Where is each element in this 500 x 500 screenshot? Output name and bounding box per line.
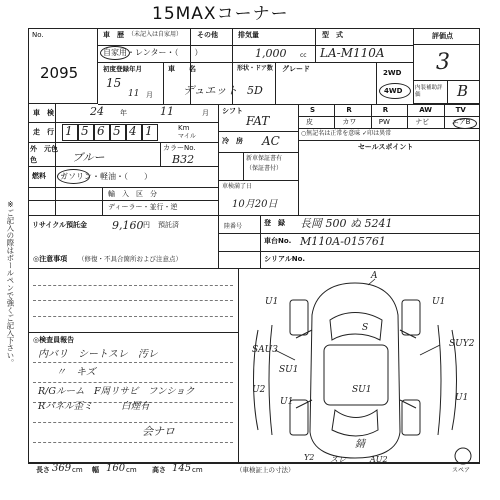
inspection-year: 24	[90, 105, 104, 118]
grade-label: グレード	[282, 65, 310, 73]
displacement-unit: cc	[300, 52, 307, 59]
mileage-label: 走 行	[33, 128, 54, 136]
recycle-value: 9,160	[112, 219, 144, 232]
shape-value: 5D	[247, 84, 263, 97]
damage-mark-u1-door: U1	[280, 397, 294, 407]
notes-label: ◎注意事項	[33, 255, 68, 263]
drive-selected-circle	[379, 83, 411, 99]
serial-label: シリアルNo.	[264, 255, 306, 263]
report-line-4: Rパネル歪ミ 白煙有	[38, 401, 150, 412]
dim-height: 145	[172, 463, 192, 474]
lot-number: 2095	[40, 64, 79, 82]
damage-mark-scratch: スレ	[330, 455, 346, 464]
equipment-item: エアB	[451, 118, 471, 126]
warranty-label: 新車保証書有	[246, 155, 283, 162]
damage-mark-rust: 錆	[355, 439, 365, 450]
registration-number: 長岡 500 ぬ 5241	[300, 217, 393, 230]
dim-width: 160	[106, 463, 126, 474]
inspection-month: 11	[160, 105, 174, 118]
equipment-item: カワ	[342, 118, 357, 126]
equipment-code: S	[310, 106, 316, 114]
history-note: （未記入は自家用）	[128, 31, 183, 38]
shape-label: 形状・ドア数	[237, 65, 273, 72]
inspection-label: 車 検	[33, 109, 54, 117]
recycle-unit: 円	[143, 221, 150, 229]
equipment-col-divider	[334, 104, 335, 128]
report-line-3: R/Gルーム F周リサビ フンショク	[38, 386, 195, 397]
drive-2wd: 2WD	[383, 69, 402, 77]
aircon-value: AC	[262, 134, 280, 148]
grade-score: 3	[436, 50, 450, 75]
registration-label: 登 録	[264, 219, 285, 227]
equipment-code: AW	[419, 106, 433, 114]
damage-mark-y2: Y2	[304, 453, 315, 462]
report-signature: 会ナロ	[142, 425, 175, 438]
dim-height-unit: cm	[192, 466, 203, 474]
report-label: ◎検査員報告	[33, 336, 75, 344]
displacement-value: 1,000	[255, 47, 287, 60]
car-name-label: 車 名	[168, 65, 196, 73]
equipment-col-divider	[407, 104, 408, 128]
fuel-options: ガソリン・軽油・（ ）	[60, 172, 152, 181]
dim-length: 369	[52, 463, 72, 474]
history-selected-circle	[100, 46, 130, 60]
vin-label: 車台No.	[264, 237, 292, 245]
equipment-item: ナビ	[415, 118, 430, 126]
damage-mark-u2: U2	[252, 385, 266, 395]
inspection-month-unit: 月	[202, 109, 209, 117]
model-value: LA-M110A	[320, 46, 385, 60]
mileage-digit: 5	[113, 124, 121, 138]
color-code-label: カラーNo.	[163, 144, 196, 152]
mileage-digit: 4	[129, 124, 137, 138]
report-line-1: 内バリ シートスレ 汚レ	[38, 349, 158, 360]
expiry-label: 車検満了日	[222, 183, 253, 190]
damage-mark-sau3: SAU3	[252, 345, 278, 355]
side-note: ※ご記入の際はボールペンで強くご記入下さい。	[5, 200, 15, 367]
import-values: ディーラー・並行・逆	[108, 203, 178, 211]
first-reg-month-unit: 月	[146, 91, 153, 99]
recycle-label: リサイクル預託金	[32, 221, 88, 229]
aircon-label: 冷 房	[222, 137, 243, 145]
damage-mark-au2: AU2	[370, 455, 388, 464]
model-label: 型 式	[322, 31, 343, 39]
equipment-item: PW	[378, 118, 390, 126]
damage-mark-u1-right: U1	[432, 297, 446, 307]
mileage-digit: 1	[145, 124, 153, 138]
equipment-col-divider	[444, 104, 445, 128]
spare-label: スペア	[452, 467, 471, 474]
history-options: 自家用・レンター・（ ）	[103, 48, 203, 57]
history-label: 車 歴	[103, 31, 124, 39]
sales-point-label: セールスポイント	[358, 143, 414, 151]
mileage-digit: 5	[81, 124, 89, 138]
dim-length-label: 長さ	[36, 466, 50, 474]
inspection-year-unit: 年	[120, 109, 127, 117]
car-name-value: デュエット	[183, 84, 238, 97]
equipment-code: R	[346, 106, 352, 114]
import-label: 輸 入 区 分	[108, 190, 157, 198]
dim-note: （車検証上の寸法）	[236, 466, 295, 474]
interior-grade: B	[457, 82, 469, 100]
equipment-note: ○無記名は正常を意味 ✓印は異常	[301, 130, 392, 137]
recycle-status: 預託済	[158, 221, 179, 229]
dim-length-unit: cm	[72, 466, 83, 474]
sheet-title: 15MAXコーナー	[152, 4, 289, 24]
mileage-digit: 1	[65, 124, 73, 138]
first-reg-year: 15	[106, 76, 122, 90]
displacement-label: 排気量	[238, 31, 259, 39]
mileage-digit: 6	[97, 124, 105, 138]
interior-grade-label: 内装補助評価	[415, 85, 443, 98]
vin-value: M110A-015761	[300, 235, 386, 248]
airbag-circle	[453, 118, 477, 129]
warranty-sub: （保証書付）	[246, 165, 283, 172]
damage-mark-a: A	[371, 271, 378, 281]
equipment-item: 皮	[306, 118, 313, 126]
damage-mark-su1-left: SU1	[279, 365, 299, 375]
history-other-label: その他	[197, 31, 218, 39]
first-reg-month: 11	[128, 89, 140, 99]
dim-width-unit: cm	[126, 466, 137, 474]
lot-label: No.	[32, 31, 44, 39]
shift-value: FAT	[246, 114, 270, 128]
equipment-col-divider	[371, 104, 372, 128]
expiry-date: 10月20日	[232, 199, 278, 210]
color-value: ブルー	[72, 151, 105, 164]
color-code: B32	[172, 153, 195, 166]
damage-mark-suy2: SUY2	[449, 339, 475, 349]
mileage-unit-alt: マイル	[178, 133, 196, 140]
damage-mark-s-hood: S	[362, 323, 369, 333]
equipment-code: R	[382, 106, 389, 114]
color-orig-label: 外 元色	[30, 145, 58, 153]
first-reg-label: 初度登録年月	[103, 65, 142, 73]
fuel-label: 燃料	[32, 172, 46, 180]
mileage-unit: Km	[178, 124, 190, 132]
dim-width-label: 幅	[92, 466, 99, 474]
color-cur-label: 色	[30, 156, 37, 164]
damage-mark-u1-rear-right: U1	[455, 393, 469, 403]
damage-mark-su1-center: SU1	[352, 385, 372, 395]
drive-4wd: 4WD	[384, 87, 403, 95]
report-line-2: 〃 キズ	[56, 367, 96, 378]
registration-number-label: 陸番号	[224, 223, 243, 230]
equipment-code: TV	[455, 106, 466, 114]
fuel-selected-circle	[57, 169, 90, 184]
dim-height-label: 高さ	[152, 466, 166, 474]
grade-score-label: 評価点	[432, 32, 453, 40]
notes-sub: （修復・不具合箇所および注意点）	[78, 255, 182, 263]
shift-label: シフト	[222, 107, 243, 115]
damage-mark-u1-left: U1	[265, 297, 279, 307]
